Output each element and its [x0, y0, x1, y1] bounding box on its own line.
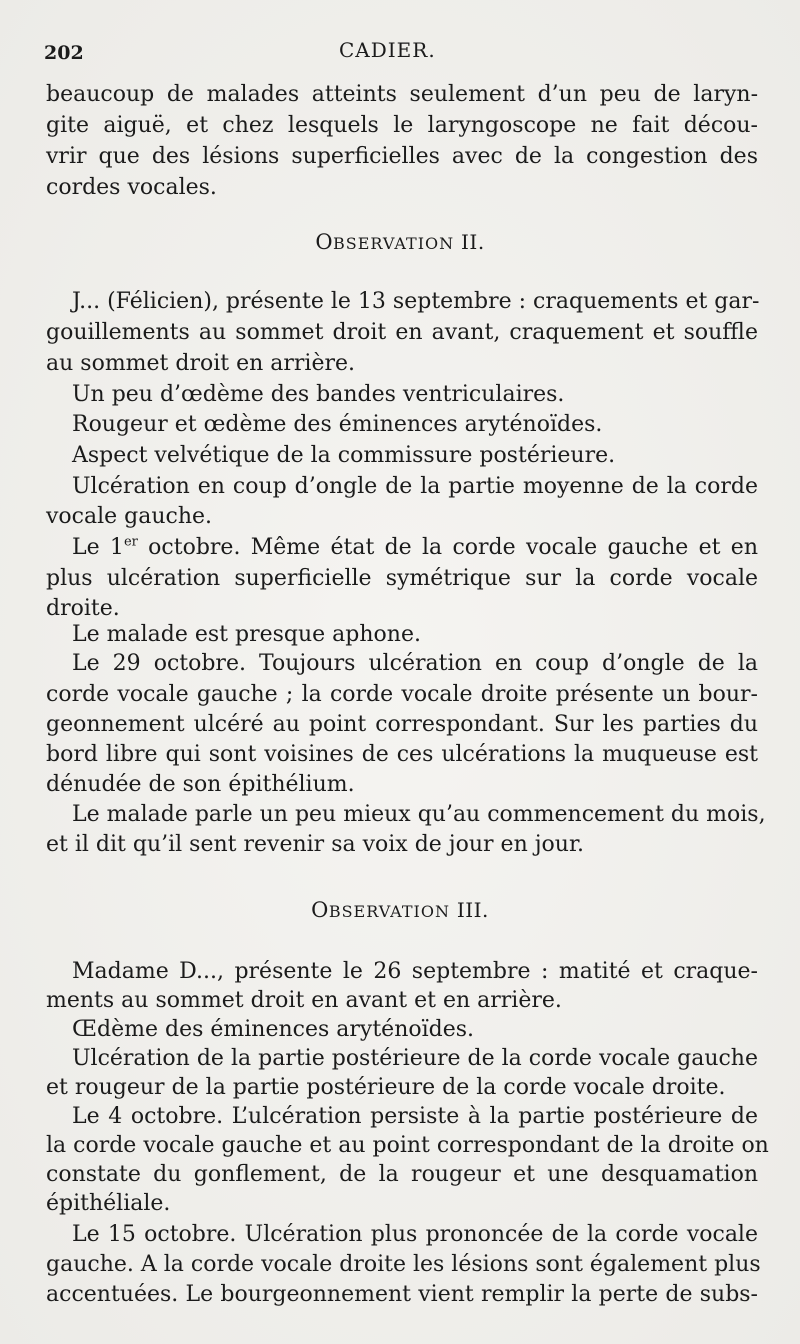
heading-initial: O — [315, 230, 334, 254]
text-line: cordes vocales. — [46, 175, 217, 200]
text-line: droite. — [46, 596, 120, 621]
heading-number: III. — [449, 898, 489, 922]
heading-number: II. — [454, 230, 485, 254]
text-line — [72, 533, 758, 563]
heading-smallcaps: BSERVATION — [333, 234, 455, 253]
text-line: beaucoup de malades atteints seulement d’un peu de laryn- — [46, 82, 758, 107]
text-run: octobre. Même état de la corde vocale gauche et en — [137, 535, 758, 560]
text-line: Le malade est presque aphone. — [72, 622, 421, 647]
text-line: Aspect velvétique de la commissure postérieure. — [72, 443, 616, 468]
running-title: CADIER. — [339, 38, 436, 62]
heading-initial: O — [311, 898, 329, 922]
text-line: Le 4 octobre. L’ulcération persiste à la partie postérieure de — [72, 1104, 758, 1129]
text-line: J... (Félicien), présente le 13 septembre : craquements et gar- — [72, 289, 760, 314]
text-line: vrir que des lésions superficielles avec de la congestion des — [46, 144, 758, 169]
section-heading-observation-2 — [0, 230, 800, 254]
text-line: Madame D..., présente le 26 septembre : matité et craque- — [72, 959, 758, 984]
text-line: bord libre qui sont voisines de ces ulcérations la muqueuse est — [46, 742, 758, 767]
text-line: et il dit qu’il sent revenir sa voix de jour en jour. — [46, 832, 585, 857]
text-run: Le 1 — [72, 535, 124, 560]
text-line: Le malade parle un peu mieux qu’au commencement du mois, — [72, 802, 766, 827]
superscript: er — [123, 534, 138, 550]
text-line: Le 15 octobre. Ulcération plus prononcée de la corde vocale — [72, 1222, 758, 1247]
text-line: dénudée de son épithélium. — [46, 772, 355, 797]
text-line: la corde vocale gauche et au point correspondant de la droite on — [46, 1133, 769, 1158]
text-line: ments au sommet droit en avant et en arrière. — [46, 988, 562, 1013]
text-line: Ulcération de la partie postérieure de la corde vocale gauche — [72, 1046, 758, 1071]
text-line: Œdème des éminences aryténoïdes. — [72, 1017, 475, 1042]
heading-smallcaps: BSERVATION — [328, 902, 450, 921]
text-line: gite aiguë, et chez lesquels le laryngoscope ne fait décou- — [46, 113, 758, 138]
text-line: geonnement ulcéré au point correspondant. Sur les parties du — [46, 712, 758, 737]
text-line: accentuées. Le bourgeonnement vient remplir la perte de subs- — [46, 1282, 758, 1307]
text-line: constate du gonflement, de la rougeur et une desquamation — [46, 1162, 758, 1187]
text-line: gauche. A la corde vocale droite les lésions sont également plus — [46, 1252, 761, 1277]
text-line: plus ulcération superficielle symétrique sur la corde vocale — [46, 566, 758, 591]
text-line: épithéliale. — [46, 1191, 171, 1216]
section-heading-observation-3 — [0, 898, 800, 922]
text-line: Rougeur et œdème des éminences aryténoïdes. — [72, 412, 603, 437]
text-line: Un peu d’œdème des bandes ventriculaires. — [72, 382, 565, 407]
text-line: et rougeur de la partie postérieure de la corde vocale droite. — [46, 1075, 726, 1100]
text-line: gouillements au sommet droit en avant, craquement et souffle — [46, 320, 758, 345]
text-line: Ulcération en coup d’ongle de la partie moyenne de la corde — [72, 474, 758, 499]
page-number: 202 — [44, 42, 84, 64]
text-line: vocale gauche. — [46, 504, 213, 529]
text-line: corde vocale gauche ; la corde vocale droite présente un bour- — [46, 682, 758, 707]
text-line: au sommet droit en arrière. — [46, 351, 356, 376]
text-line: Le 29 octobre. Toujours ulcération en coup d’ongle de la — [72, 651, 758, 676]
